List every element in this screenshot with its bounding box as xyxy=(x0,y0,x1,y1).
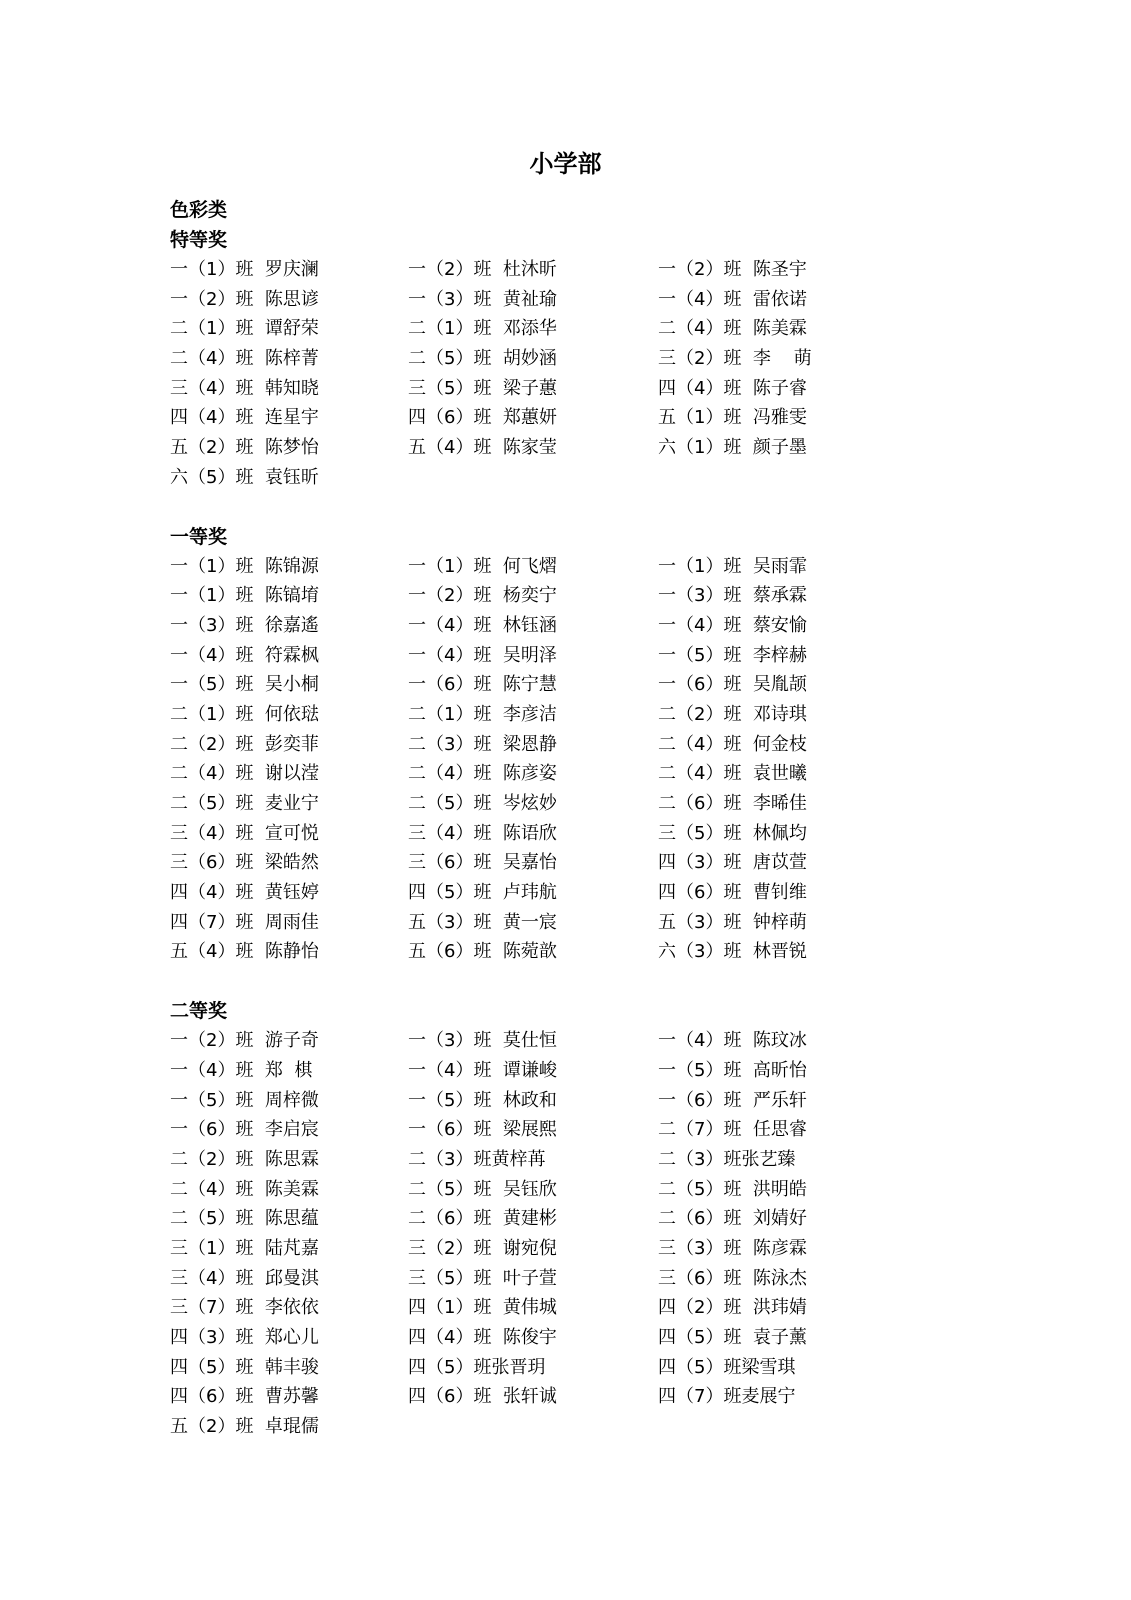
winner-list xyxy=(170,1026,990,1442)
winner-entry: 二（2）班 陈思霖 xyxy=(170,1148,319,1170)
winner-entry: 二（5）班 岑炫妙 xyxy=(408,793,557,814)
winner-entry: 一（3）班 莫仕恒 xyxy=(408,1030,557,1052)
winner-entry: 一（2）班 杜沐昕 xyxy=(408,259,557,280)
winner-entry: 一（4）班 雷依诺 xyxy=(658,288,807,310)
winner-entry: 三（4）班 邱曼淇 xyxy=(170,1267,319,1289)
winner-entry: 一（4）班 符霖枫 xyxy=(170,644,319,666)
winner-entry: 六（1）班 颜子墨 xyxy=(658,437,807,459)
winner-entry: 二（4）班 谢以滢 xyxy=(170,763,319,785)
winner-entry: 五（6）班 陈菀歆 xyxy=(408,941,557,963)
winner-entry: 一（3）班 蔡承霖 xyxy=(658,585,807,607)
winner-entry: 五（3）班 钟梓萌 xyxy=(658,911,807,933)
winner-entry: 五（3）班 黄一宸 xyxy=(408,911,557,933)
winner-entry: 二（4）班 陈美霖 xyxy=(170,1178,319,1200)
winner-entry: 二（1）班 李彦洁 xyxy=(408,703,557,725)
winner-entry: 二（1）班 邓添华 xyxy=(408,318,557,340)
award-section xyxy=(170,522,990,968)
winner-entry: 一（4）班 蔡安愉 xyxy=(658,614,807,636)
award-section xyxy=(170,225,990,493)
winner-entry: 一（6）班 李启宸 xyxy=(170,1119,319,1141)
winner-entry: 三（3）班 陈彦霖 xyxy=(658,1237,807,1259)
winner-entry: 三（1）班 陆芃嘉 xyxy=(170,1237,319,1259)
winner-entry: 一（1）班 陈锦源 xyxy=(170,555,319,577)
winner-entry: 四（1）班 黄伟城 xyxy=(408,1297,557,1319)
winner-entry: 一（5）班 吴小桐 xyxy=(170,674,319,696)
winner-entry: 四（4）班 陈俊宇 xyxy=(408,1327,557,1348)
winner-entry: 三（5）班 林佩均 xyxy=(658,822,807,844)
winner-entry: 二（5）班 洪明皓 xyxy=(658,1178,807,1200)
winner-entry: 一（1）班 吴雨霏 xyxy=(658,555,807,577)
winner-entry: 一（2）班 陈思谚 xyxy=(170,288,319,310)
winner-entry: 二（4）班 陈彦姿 xyxy=(408,763,557,785)
winner-entry: 一（5）班 李梓赫 xyxy=(658,644,807,666)
award-heading: 一等奖 xyxy=(170,525,228,548)
winner-entry: 三（6）班 梁皓然 xyxy=(170,852,319,874)
winner-entry: 六（3）班 林晋锐 xyxy=(658,941,807,963)
winner-entry: 一（4）班 郑 棋 xyxy=(170,1059,313,1081)
winner-entry: 一（2）班 陈圣宇 xyxy=(658,259,807,280)
winner-entry: 一（6）班 梁展熙 xyxy=(408,1119,557,1141)
winner-entry: 二（7）班 任思睿 xyxy=(658,1119,807,1141)
winner-entry: 二（4）班 陈梓菁 xyxy=(170,348,319,370)
winner-entry: 四（3）班 唐苡萱 xyxy=(658,852,807,874)
winner-entry: 四（6）班 曹钊维 xyxy=(658,882,807,904)
winner-entry: 六（5）班 袁钰昕 xyxy=(170,466,319,488)
winner-entry: 一（6）班 严乐轩 xyxy=(658,1089,807,1111)
winner-entry: 一（4）班 吴明泽 xyxy=(408,644,557,666)
winner-entry: 一（6）班 吴胤颉 xyxy=(658,674,807,696)
award-heading: 特等奖 xyxy=(170,229,228,251)
winner-entry: 二（4）班 袁世曦 xyxy=(658,763,807,785)
award-sections xyxy=(170,225,990,1442)
winner-entry: 三（2）班 谢宛倪 xyxy=(408,1237,557,1259)
page-title: 小学部 xyxy=(529,150,602,178)
winner-entry: 四（5）班 袁子薰 xyxy=(658,1327,807,1348)
winner-entry: 二（1）班 谭舒荣 xyxy=(170,318,319,340)
winner-entry: 一（4）班 陈玟冰 xyxy=(658,1030,807,1052)
winner-entry: 二（2）班 彭奕菲 xyxy=(170,733,319,755)
winner-entry: 四（4）班 陈子睿 xyxy=(658,377,807,399)
winner-entry: 一（5）班 周梓微 xyxy=(170,1089,319,1111)
winner-entry: 三（6）班 陈泳杰 xyxy=(658,1267,807,1289)
winner-entry: 二（5）班 麦业宁 xyxy=(170,793,319,814)
winner-entry: 二（4）班 陈美霖 xyxy=(658,318,807,340)
winner-entry: 一（5）班 林政和 xyxy=(408,1089,557,1111)
winner-entry: 三（4）班 宣可悦 xyxy=(170,822,319,844)
winner-entry: 二（6）班 李晞佳 xyxy=(658,793,807,814)
winner-entry: 三（7）班 李依依 xyxy=(170,1297,319,1319)
winner-entry: 二（5）班 胡妙涵 xyxy=(408,348,557,370)
winner-entry: 二（2）班 邓诗琪 xyxy=(658,703,807,725)
winner-entry: 四（3）班 郑心儿 xyxy=(170,1327,319,1348)
winner-entry: 三（6）班 吴嘉怡 xyxy=(408,852,557,874)
winner-entry: 二（3）班张艺臻 xyxy=(658,1148,796,1170)
winner-entry: 三（4）班 韩知晓 xyxy=(170,377,319,399)
winner-entry: 五（1）班 冯雅雯 xyxy=(658,407,807,429)
winner-entry: 三（5）班 梁子蕙 xyxy=(408,377,557,399)
winner-entry: 四（5）班 韩丰骏 xyxy=(170,1356,319,1378)
award-list xyxy=(170,195,990,1471)
winner-entry: 五（2）班 陈梦怡 xyxy=(170,437,319,459)
winner-entry: 二（1）班 何依琺 xyxy=(170,703,319,725)
winner-entry: 一（1）班 陈镐堉 xyxy=(170,585,319,607)
winner-entry: 四（5）班梁雪琪 xyxy=(658,1356,796,1378)
winner-entry: 四（5）班 卢玮航 xyxy=(408,882,557,904)
winner-entry: 二（3）班 梁恩静 xyxy=(408,733,557,755)
winner-entry: 五（2）班 卓琨儒 xyxy=(170,1416,319,1438)
winner-entry: 三（4）班 陈语欣 xyxy=(408,822,557,844)
winner-entry: 二（6）班 黄建彬 xyxy=(408,1208,557,1230)
winner-entry: 五（4）班 陈家莹 xyxy=(408,437,557,459)
winner-entry: 三（5）班 叶子萱 xyxy=(408,1267,557,1289)
winner-entry: 四（6）班 张轩诚 xyxy=(408,1386,557,1408)
winner-entry: 四（7）班 周雨佳 xyxy=(170,911,319,933)
winner-entry: 三（2）班 李 萌 xyxy=(658,348,812,370)
winner-entry: 一（3）班 徐嘉遙 xyxy=(170,614,319,636)
winner-entry: 四（4）班 连星宇 xyxy=(170,407,319,429)
winner-entry: 二（6）班 刘婧好 xyxy=(658,1208,807,1230)
winner-entry: 一（4）班 谭谦峻 xyxy=(408,1059,557,1081)
winner-entry: 二（3）班黄梓苒 xyxy=(408,1148,546,1170)
winner-entry: 一（5）班 高昕怡 xyxy=(658,1059,807,1081)
winner-entry: 四（6）班 曹苏馨 xyxy=(170,1386,319,1408)
winner-entry: 二（4）班 何金枝 xyxy=(658,733,807,755)
award-heading: 二等奖 xyxy=(170,1000,228,1023)
winner-entry: 四（6）班 郑蕙妍 xyxy=(408,407,557,429)
winner-entry: 一（1）班 罗庆澜 xyxy=(170,259,319,280)
winner-entry: 一（2）班 杨奕宁 xyxy=(408,585,557,607)
winner-entry: 一（3）班 黄祉瑜 xyxy=(408,288,557,310)
winner-entry: 五（4）班 陈静怡 xyxy=(170,941,319,963)
winner-entry: 四（5）班张晋玥 xyxy=(408,1356,546,1378)
winner-entry: 一（1）班 何飞熠 xyxy=(408,555,557,577)
winner-entry: 四（7）班麦展宁 xyxy=(658,1386,796,1408)
winner-entry: 四（4）班 黄钰婷 xyxy=(170,882,319,904)
winner-entry: 一（4）班 林钰涵 xyxy=(408,614,557,636)
winner-entry: 二（5）班 陈思蕴 xyxy=(170,1208,319,1230)
winner-entry: 一（2）班 游子奇 xyxy=(170,1030,319,1052)
category-heading: 色彩类 xyxy=(170,199,228,221)
winner-entry: 一（6）班 陈宁慧 xyxy=(408,674,557,696)
winner-list xyxy=(170,255,990,493)
winner-entry: 二（5）班 吴钰欣 xyxy=(408,1178,557,1200)
winner-entry: 四（2）班 洪玮婧 xyxy=(658,1297,807,1319)
award-section xyxy=(170,996,990,1442)
winner-list xyxy=(170,552,990,968)
